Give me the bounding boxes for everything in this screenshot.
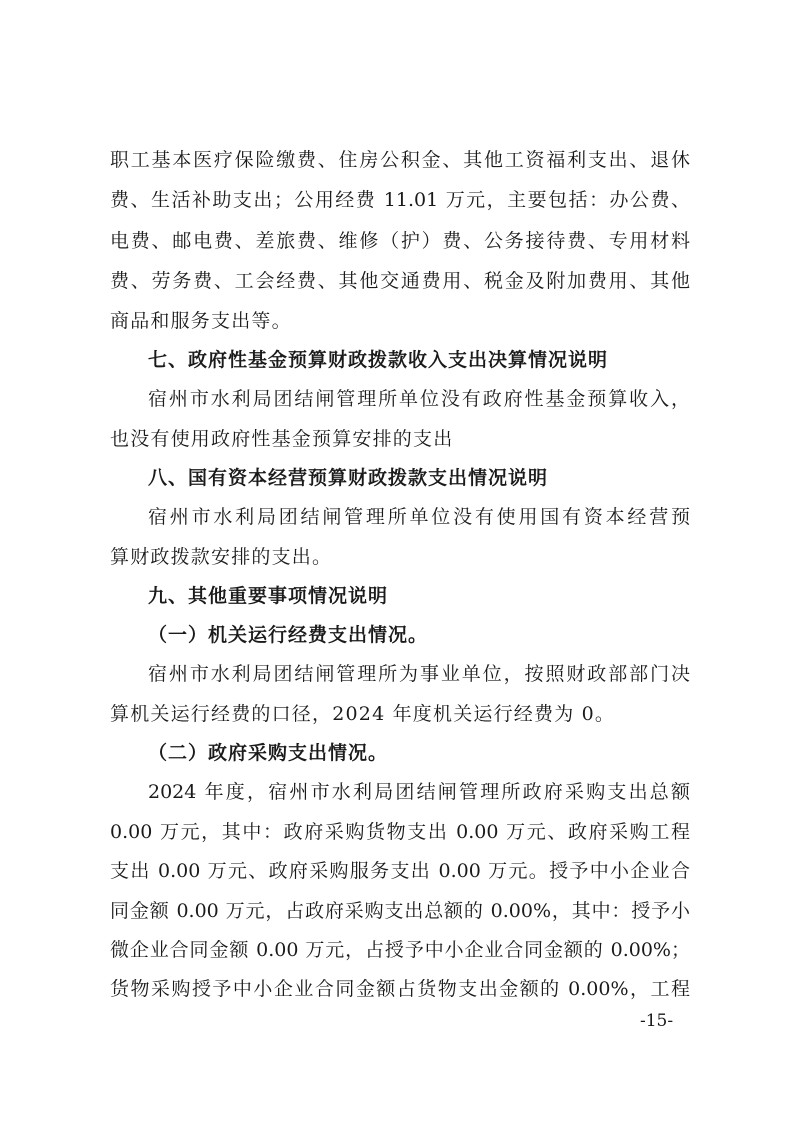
paragraph-line: 算机关运行经费的口径，2024 年度机关运行经费为 0。 [110, 703, 616, 725]
paragraph-line: 微企业合同金额 0.00 万元，占授予中小企业合同金额的 0.00%； [110, 939, 690, 961]
paragraph-line: 也没有使用政府性基金预算安排的支出 [110, 428, 454, 450]
section-heading-9: 九、其他重要事项情况说明 [148, 585, 389, 607]
paragraph-line: 货物采购授予中小企业合同金额占货物支出金额的 0.00%，工程 [110, 978, 690, 1000]
subsection-heading-2: （二）政府采购支出情况。 [148, 742, 389, 764]
page-number: -15- [640, 1011, 674, 1031]
paragraph-line: 2024 年度，宿州市水利局团结闸管理所政府采购支出总额 [148, 781, 690, 803]
paragraph-line: 宿州市水利局团结闸管理所单位没有使用国有资本经营预 [148, 506, 690, 528]
paragraph-line: 宿州市水利局团结闸管理所为事业单位，按照财政部部门决 [148, 663, 690, 685]
paragraph-line: 0.00 万元，其中：政府采购货物支出 0.00 万元、政府采购工程 [110, 821, 690, 843]
paragraph-line: 费、生活补助支出；公用经费 11.01 万元，主要包括：办公费、 [110, 189, 690, 211]
paragraph-line: 商品和服务支出等。 [110, 310, 292, 332]
paragraph-line: 支出 0.00 万元、政府采购服务支出 0.00 万元。授予中小企业合 [110, 860, 690, 882]
paragraph-line: 职工基本医疗保险缴费、住房公积金、其他工资福利支出、退休 [110, 149, 690, 171]
paragraph-line: 宿州市水利局团结闸管理所单位没有政府性基金预算收入， [148, 388, 690, 410]
paragraph-line: 算财政拨款安排的支出。 [110, 546, 333, 568]
section-heading-7: 七、政府性基金预算财政拨款收入支出决算情况说明 [148, 349, 609, 371]
subsection-heading-1: （一）机关运行经费支出情况。 [148, 624, 429, 646]
paragraph-line: 电费、邮电费、差旅费、维修（护）费、公务接待费、专用材料 [110, 230, 690, 252]
section-heading-8: 八、国有资本经营预算财政拨款支出情况说明 [148, 467, 549, 489]
paragraph-line: 费、劳务费、工会经费、其他交通费用、税金及附加费用、其他 [110, 270, 690, 292]
paragraph-line: 同金额 0.00 万元，占政府采购支出总额的 0.00%，其中：授予小 [110, 900, 690, 922]
